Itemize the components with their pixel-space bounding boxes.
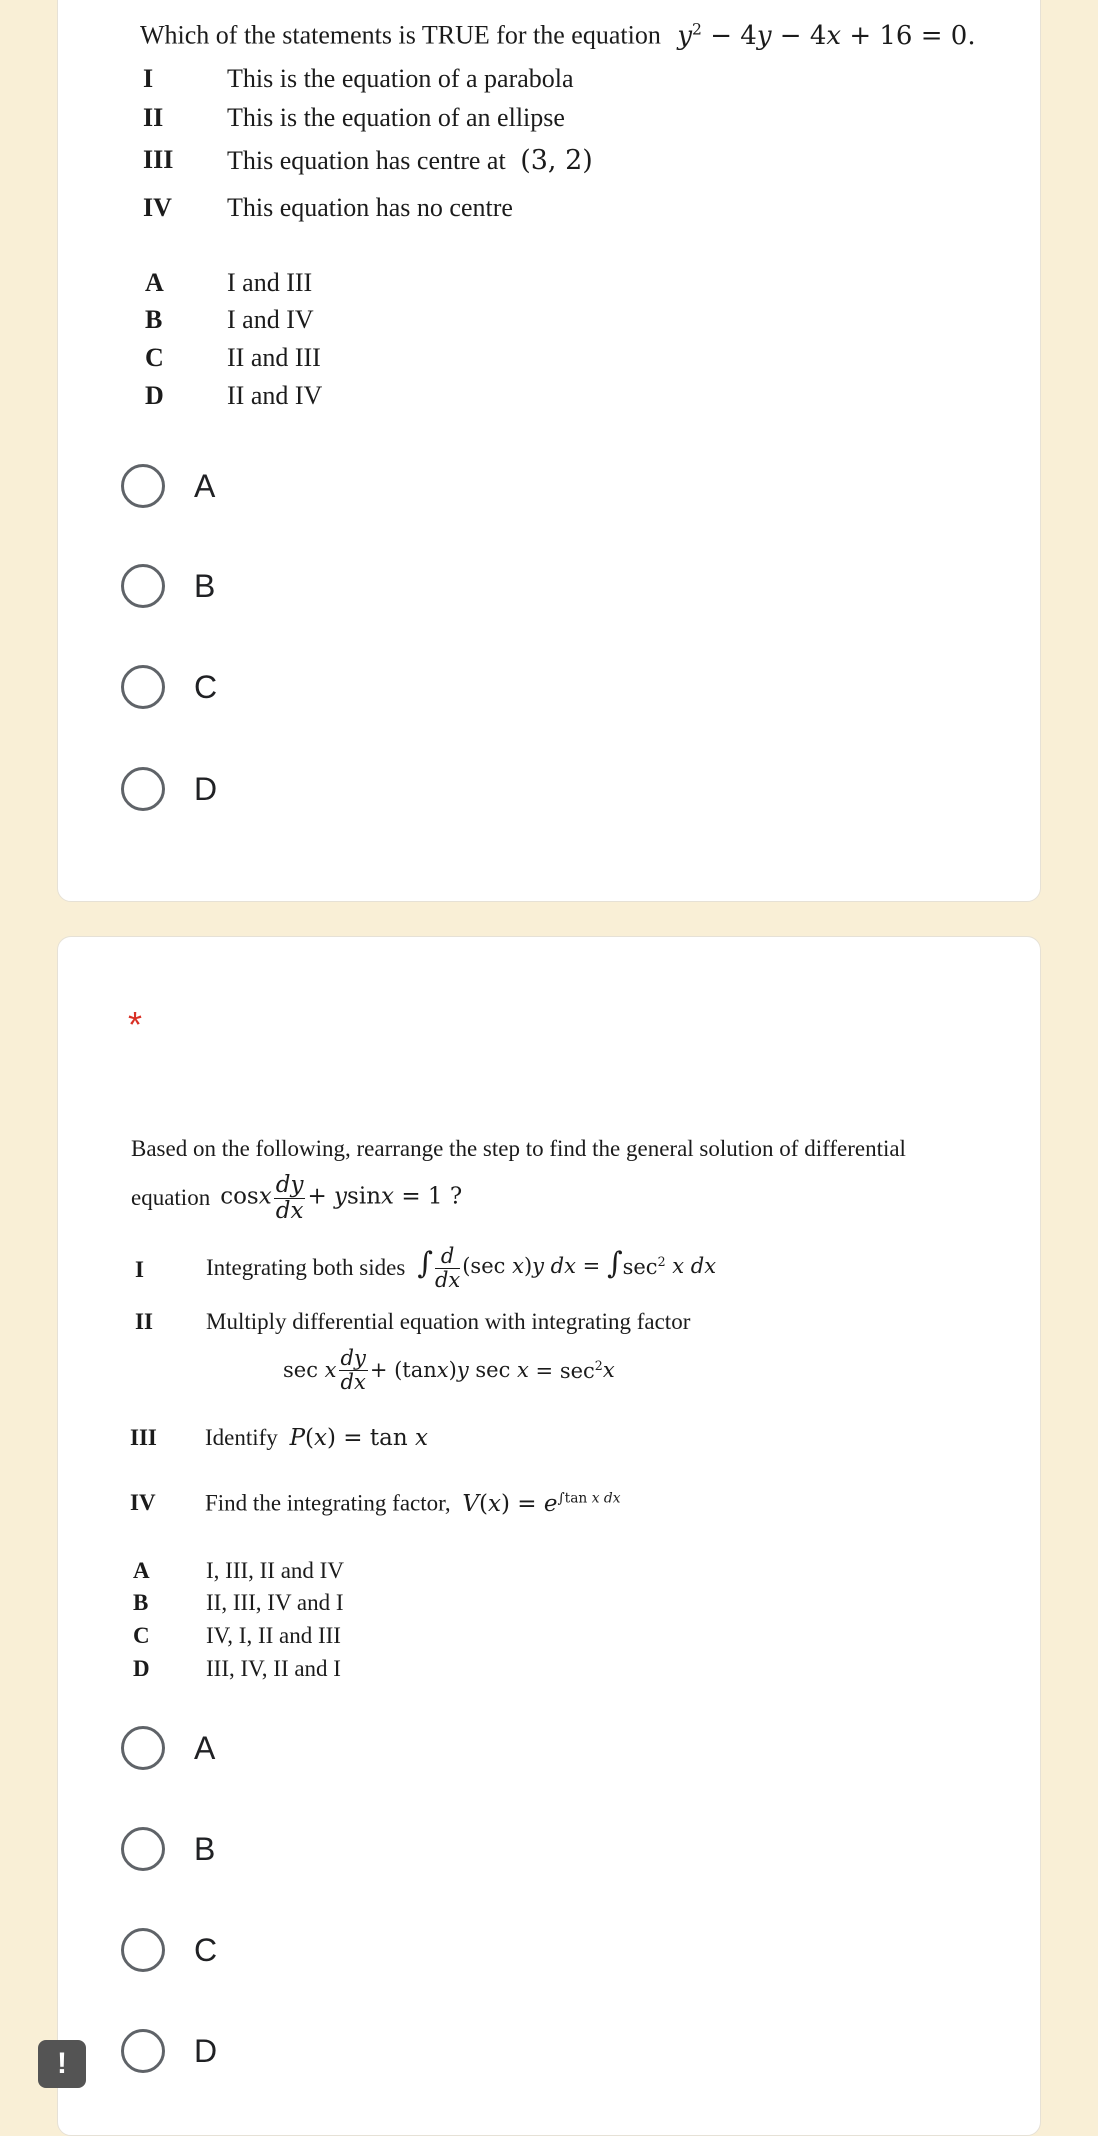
option-text: I, III, II and IV	[206, 1558, 344, 1583]
q1-radio-option-b[interactable]	[121, 560, 215, 612]
radio-label: D	[194, 2032, 218, 2069]
option-text: II, III, IV and I	[206, 1590, 344, 1615]
question-2-prompt-line2: equation cosx $\frac{dy}{dx}$ + ysinx = 1 ?	[131, 1172, 463, 1224]
step-text: Multiply differential equation with integrating factor	[206, 1309, 691, 1334]
q1-radio-option-c[interactable]	[121, 661, 217, 713]
statement-text: This is the equation of an ellipse	[227, 103, 565, 132]
q2-radio-option-d[interactable]	[121, 2025, 217, 2077]
statement-text: This equation has no centre	[227, 193, 513, 222]
radio-button[interactable]	[121, 1928, 165, 1972]
radio-button[interactable]	[121, 1827, 165, 1871]
radio-label: A	[194, 1729, 216, 1766]
step-number: III	[130, 1425, 157, 1450]
step-number: I	[135, 1257, 144, 1282]
radio-label: B	[194, 567, 216, 604]
step-2-equation: sec x $\frac{dy}{dx}$ + (tan x ) y sec x = $\sec^2$ x	[283, 1346, 615, 1394]
question-1-equation: $y^2 - 4y - 4x + 16 = 0$.	[677, 20, 976, 51]
radio-label: B	[194, 1830, 216, 1867]
radio-button[interactable]	[121, 1726, 165, 1770]
option-letter: C	[133, 1623, 150, 1648]
radio-label: A	[194, 467, 216, 504]
option-text: II and IV	[227, 381, 323, 410]
report-issue-button[interactable]: !	[38, 2040, 86, 2088]
option-text: I and III	[227, 268, 313, 297]
step-number: II	[135, 1309, 153, 1334]
option-letter: C	[145, 343, 164, 372]
q1-radio-option-a[interactable]	[121, 460, 215, 512]
option-text: I and IV	[227, 305, 314, 334]
option-letter: D	[133, 1656, 150, 1681]
required-asterisk: *	[128, 1004, 143, 1045]
step-text: Identify P(x) = tan x	[205, 1425, 428, 1451]
question-1-prompt: Which of the statements is TRUE for the equation $y^2 - 4y - 4x + 16 = 0$.	[140, 20, 976, 51]
option-text: III, IV, II and I	[206, 1656, 341, 1681]
radio-button[interactable]	[121, 564, 165, 608]
q2-radio-option-b[interactable]	[121, 1823, 215, 1875]
question-2-equation: cosx $\frac{dy}{dx}$ + ysinx = 1 ?	[220, 1172, 463, 1224]
radio-button[interactable]	[121, 464, 165, 508]
option-letter: A	[133, 1558, 150, 1583]
step-number: IV	[130, 1490, 156, 1515]
question-2-prompt-line1: Based on the following, rearrange the step to find the general solution of differential	[131, 1136, 906, 1161]
radio-label: C	[194, 1931, 218, 1968]
radio-button[interactable]	[121, 767, 165, 811]
radio-button[interactable]	[121, 2029, 165, 2073]
option-text: II and III	[227, 343, 321, 372]
radio-label: D	[194, 770, 218, 807]
step-1-equation: ∫ $\frac{d}{dx}$ (sec x)y dx = $\int\sec^2$ x dx	[417, 1244, 717, 1292]
step-text: Find the integrating factor, $V(x) = e^{\int tan x dx}$	[205, 1490, 621, 1517]
option-letter: B	[145, 305, 163, 334]
statement-text: This equation has centre at (3, 2)	[227, 145, 593, 176]
statement-number: II	[143, 103, 164, 132]
statement-number: I	[143, 64, 154, 93]
statement-number: III	[143, 145, 174, 174]
q2-radio-option-c[interactable]	[121, 1924, 217, 1976]
q1-radio-option-d[interactable]	[121, 763, 217, 815]
statement-number: IV	[143, 193, 172, 222]
option-text: IV, I, II and III	[206, 1623, 341, 1648]
option-letter: A	[145, 268, 164, 297]
option-letter: B	[133, 1590, 149, 1615]
q2-radio-option-a[interactable]	[121, 1722, 215, 1774]
radio-button[interactable]	[121, 665, 165, 709]
radio-label: C	[194, 668, 218, 705]
option-letter: D	[145, 381, 164, 410]
step-text: Integrating both sides ∫ $\frac{d}{dx}$ (sec x)y dx = $\int\sec^2$ x dx	[206, 1244, 717, 1292]
statement-text: This is the equation of a parabola	[227, 64, 574, 93]
